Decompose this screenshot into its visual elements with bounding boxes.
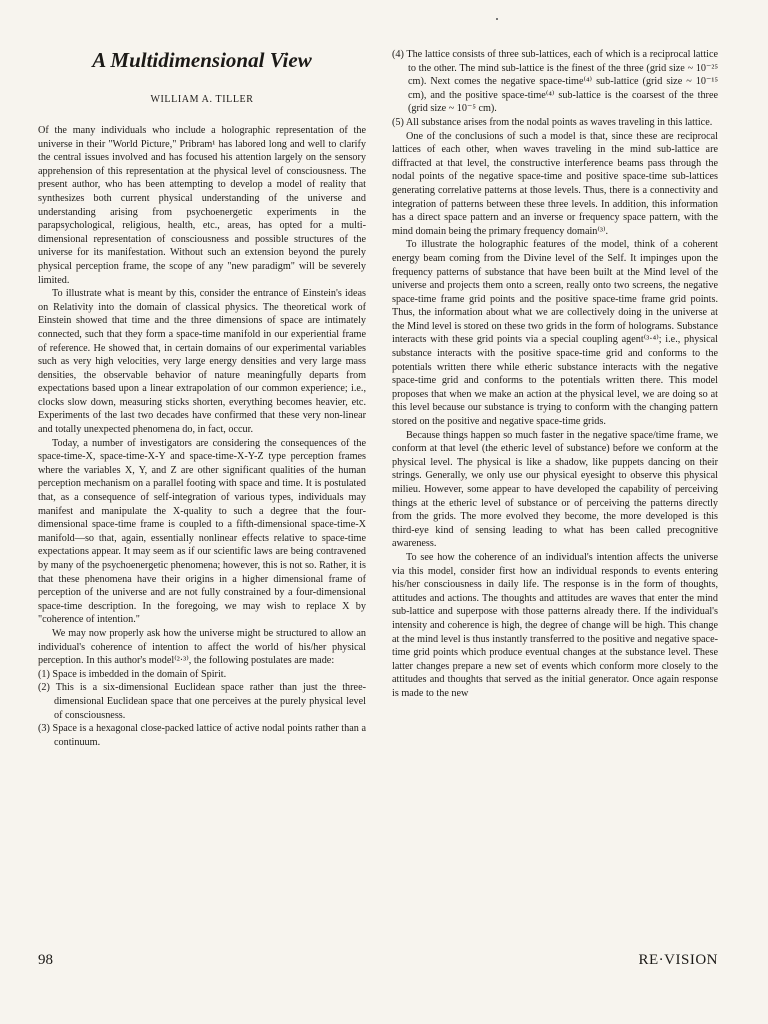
right-column — [392, 48, 718, 701]
paragraph: Because things happen so much faster in the negative space/time frame, we conform at that level (the etheric level of substance) before we conform at the physical level. The physical is like a shadow, like puppets dancing on their strings. Generally, we only use our physical eyesight to observe this physical milieu. However, some appear to have developed the capability of perceiving things at the etheric level of substance or of perceiving the patterns directly from the grids. The more evolved they become, the more developed is this third-eye kind of sensing leading to what has been called precognitive awareness. — [392, 429, 718, 550]
postulate-list — [38, 668, 366, 750]
page-number: 98 — [38, 952, 53, 968]
postulate-item: (3) Space is a hexagonal close-packed lattice of active nodal points rather than a continuum. — [38, 723, 366, 748]
journal-name: RE·VISION — [638, 952, 718, 968]
postulate-item: (1) Space is imbedded in the domain of Spirit. — [38, 668, 227, 680]
paragraph: One of the conclusions of such a model is that, since these are reciprocal lattices of each other, when waves traveling in the mind sub-lattice are diffracted at that level, the constructive interference beams pass through the nodal points of the negative space-time and positive space-time sub-lattices generating correlative patterns at those levels. Thus, there is a connectivity and integration of patterns between these three levels. In addition, this information has a direct space pattern and an inverse or frequency space pattern, with the mind domain being the primary frequency domain⁽³⁾. — [392, 130, 718, 237]
article-author: WILLIAM A. TILLER — [150, 94, 254, 105]
scan-mark — [496, 18, 498, 20]
paragraph: Of the many individuals who include a holographic representation of the universe in their "World Picture," Pribram¹ has labored long and well to clarify the central issues involved and has focused his attention largely on the sensory apprehension of this representation at the physical level of consciousness. The present author, who has been attempting to develop a model of reality that synthesizes both current physical understanding of the universe and understanding arising from psychoenergetic experiments in the parapsychological, religious, health, etc., areas, has opted for a multi-dimensional representation of consciousness and possible structures of the universe for its manifestation. Without such an extension beyond the purely physical perception frame, the scope of any "new paradigm" will be severely limited. — [38, 125, 366, 286]
postulate-list — [392, 48, 718, 130]
article-title: A Multidimensional View — [92, 48, 312, 72]
paragraph: Today, a number of investigators are considering the consequences of the space-time-X, space-time-X-Y and space-time-X-Y-Z type perception frames where the variables X, Y, and Z are other significant qualities of the human perception mechanism on a parallel footing with space and time. It is postulated that, as a consequence of self-integration of various types, individuals may manifest and manipulate the X-quality to such a degree that the four-dimensional space-time frame is coupled to a fifth-dimensional space-time-X manifold—so that, again, essentially nonlinear effects relative to space-time expectations appear. It may seem as if our scientific laws are being contravened by many of the psychoenergetic phenomena; however, this is not so. Rather, it is that these phenomena have their origins in a higher dimensional frame of perception of the universe and are not fully constrained by a four-dimensional space-time description. In the foregoing, we may wish to replace X by "coherence of intention." — [38, 437, 366, 626]
paragraph: To see how the coherence of an individual's intention affects the universe via this model, consider first how an individual responds to events entering his/her consciousness in daily life. The response is in the form of thoughts, attitudes and actions. The thoughts and attitudes are waves that enter the mind sub-lattice and superpose with those patterns already there. If the individual's intensity and coherence is high, the degree of change will be high. This change at the mind level is thus instantly transferred to the positive and negative space-time grid points which produce eventual changes at the substance level. These latter changes prepare a new set of events which conform more closely to the attitudes and thoughts that served as the initial generator. Once again response is made to the new — [392, 551, 718, 699]
paragraph: To illustrate what is meant by this, consider the entrance of Einstein's ideas on Relativity into the domain of classical physics. The theoretical work of Einstein showed that time and the three dimensions of space are intimately connected, such that they form a space-time manifold in our experiential frame of reference. He showed that, in certain domains of our experimental variables such as very high velocities, very large energy densities and very large mass densities, the observable behavior of nature meaningfully departs from expectations based upon a linear extrapolation of our common experience; i.e., clocks slow down, measuring sticks shorten, everything becomes heavier, etc. Experiments of the last two decades have confirmed that these very non-linear and totally unexpected phenomena do, in fact, occur. — [38, 288, 366, 436]
postulate-item: (5) All substance arises from the nodal points as waves traveling in this lattice. — [392, 116, 713, 128]
postulate-item: (4) The lattice consists of three sub-lattices, each of which is a reciprocal lattice to the other. The mind sub-lattice is the finest of the three (grid size ~ 10⁻²⁵ cm). Next comes the negative space-time⁽⁴⁾ sub-lattice (grid size ~ 10⁻¹⁵ cm), and the positive space-time⁽⁴⁾ sub-lattice is the coarsest of the three (grid size ~ 10⁻⁵ cm). — [392, 49, 718, 115]
paragraph: To illustrate the holographic features of the model, think of a coherent energy beam coming from the Divine level of the Self. It impinges upon the frequency patterns of substance that have been built at the Mind level of the universe and projects them onto a screen, really onto two screens, the negative space-time frame grid points and the positive space-time frame grid points. Thus, the information about what we are collectively doing in the universe at the Mind level is stored on these two grids in the form of holograms. Substance interacts with these grid points via a special coupling agent⁽³·⁴⁾; i.e., physical substance interacts with the positive space-time grid and conforms to the potentials written there while etheric substance interacts with the negative space-time grid and conforms to the potentials written there. This model proposes that when we make an action at the physical level, we are doing so at this level because our substance is trying to conform with the changing pattern stored on the positive and negative space-time grids. — [392, 239, 718, 428]
paragraph: We may now properly ask how the universe might be structured to allow an individual's coherence of intention to affect the world of his/her physical perception. In this author's model⁽²·³⁾, the following postulates are made: — [38, 627, 366, 667]
postulate-item: (2) This is a six-dimensional Euclidean space rather than just the three-dimensional Euclidean space that one perceives at the purely physical level of consciousness. — [38, 682, 366, 721]
left-column — [38, 124, 366, 749]
